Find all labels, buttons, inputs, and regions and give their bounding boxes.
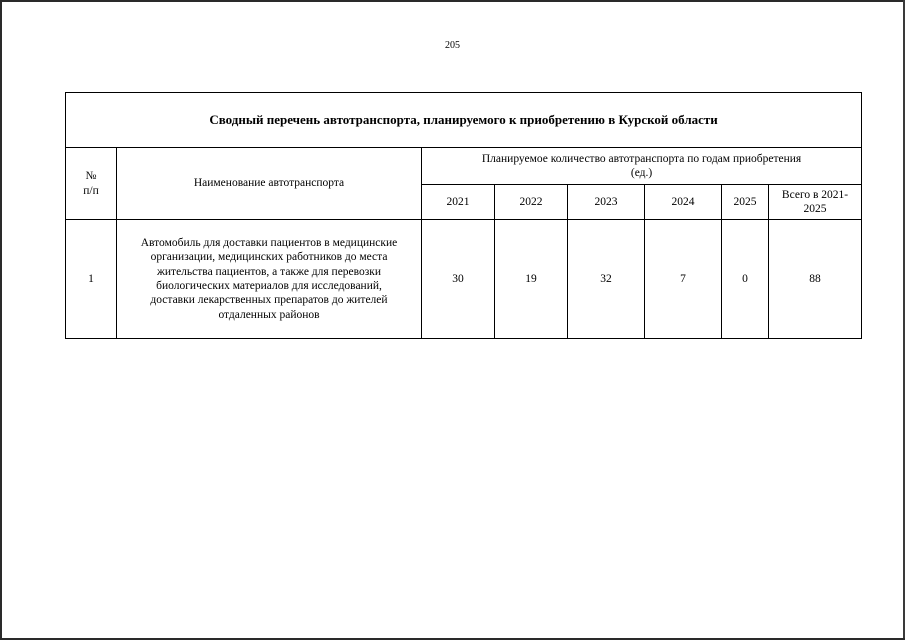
- header-year-2023: 2023: [568, 185, 645, 220]
- header-vehicle-name: Наименование автотранспорта: [117, 148, 422, 220]
- row-value-2024: 7: [645, 220, 722, 339]
- header-planned-quantity: [422, 148, 862, 185]
- page-number: 205: [445, 40, 460, 51]
- row-name-line: биологических материалов для исследований,: [156, 280, 382, 292]
- header-number-line1: №: [85, 170, 97, 183]
- header-total: [769, 185, 862, 220]
- header-year-2022: 2022: [495, 185, 568, 220]
- vehicle-summary-table: [65, 92, 862, 339]
- header-year-2025: 2025: [722, 185, 769, 220]
- table-row: [66, 220, 862, 339]
- row-name-line: Автомобиль для доставки пациентов в медицинские: [140, 236, 398, 249]
- row-name-line: отдаленных районов: [218, 308, 320, 321]
- table-header-row: [66, 148, 862, 185]
- row-value-2025: 0: [722, 220, 769, 339]
- row-vehicle-name: [117, 220, 422, 339]
- table-title: Сводный перечень автотранспорта, планируемого к приобретению в Курской области: [66, 93, 862, 148]
- row-number: 1: [66, 220, 117, 339]
- header-number-line2: п/п: [83, 184, 99, 197]
- header-number: [66, 148, 117, 220]
- row-name-line: жительства пациентов, а также для перевозки: [156, 265, 382, 278]
- header-total-line1: Всего в 2021-: [781, 188, 849, 201]
- row-value-2022: 19: [495, 220, 568, 339]
- header-planned-line2: (ед.): [630, 167, 653, 179]
- row-value-2023: 32: [568, 220, 645, 339]
- scan-border-top: [0, 0, 905, 2]
- scan-border-left: [0, 0, 2, 640]
- table-title-row: [66, 93, 862, 148]
- row-value-2021: 30: [422, 220, 495, 339]
- header-total-line2: 2025: [803, 203, 827, 215]
- header-year-2021: 2021: [422, 185, 495, 220]
- header-year-2024: 2024: [645, 185, 722, 220]
- row-name-line: доставки лекарственных препаратов до жителей: [150, 294, 388, 307]
- row-total: 88: [769, 220, 862, 339]
- header-planned-line1: Планируемое количество автотранспорта по годам приобретения: [481, 152, 802, 165]
- row-name-line: организации, медицинских работников до места: [150, 251, 388, 264]
